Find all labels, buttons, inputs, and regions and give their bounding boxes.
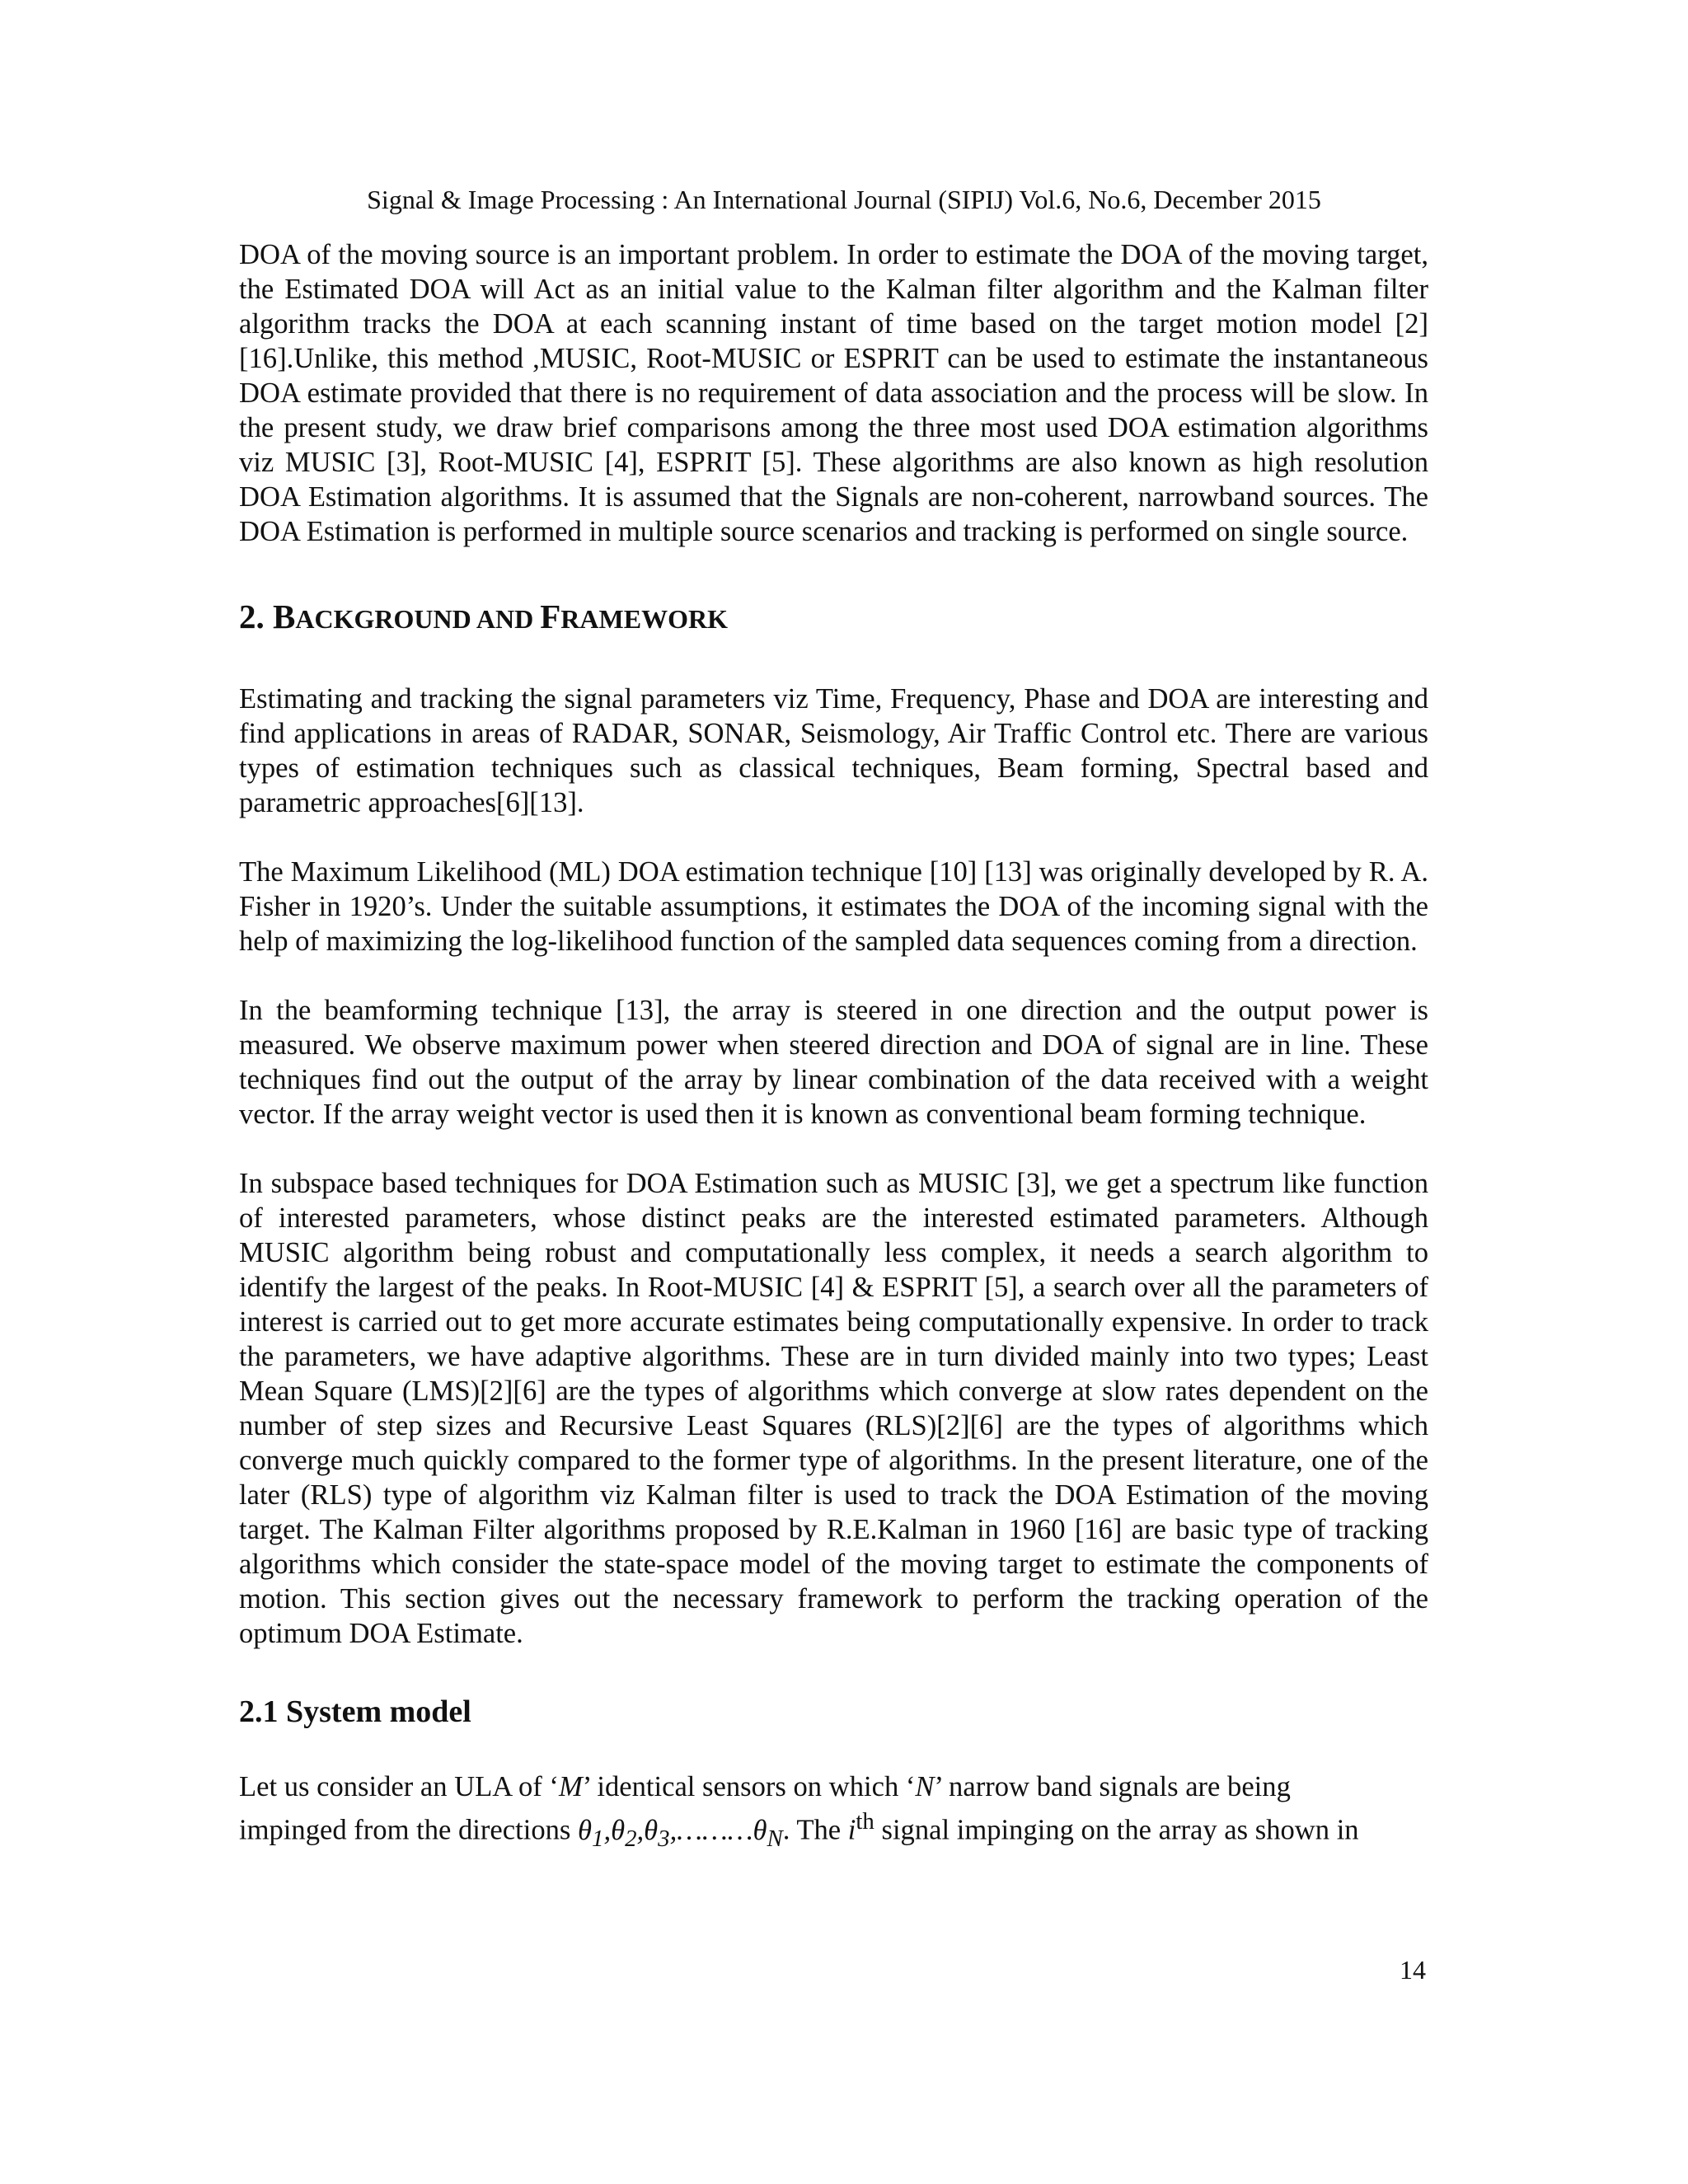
- section-2-heading: 2. BACKGROUND AND FRAMEWORK: [239, 598, 728, 635]
- page-number: 14: [1400, 1955, 1426, 1985]
- page-body: [239, 237, 1428, 1855]
- system-model-paragraph: Let us consider an ULA of ‘M’ identical sensors on which ‘N’ narrow band signals are being impinged from the directions $\theta_1,\theta_2,\theta_3,\dots\dots\dots\theta_N$. The $i^{th}$ signal impinging on the array as shown in: [239, 1771, 1359, 1852]
- running-header: Signal & Image Processing : An International Journal (SIPIJ) Vol.6, No.6, December 2015: [367, 185, 1321, 214]
- theta-list: $\theta_1,\theta_2,\theta_3,\dots\dots\dots\theta_N$: [578, 1814, 783, 1852]
- section-2-paragraph-2: The Maximum Likelihood (ML) DOA estimation technique [10] [13] was originally developed by R. A. Fisher in 1920’s. Under the suitable assumptions, it estimates the DOA of the incoming signal with the help of maximizing the log-likelihood function of the sampled data sequences coming from a direction.: [239, 856, 1428, 957]
- subsection-2-1-heading: 2.1 System model: [239, 1694, 471, 1729]
- section-2-paragraph-3: In the beamforming technique [13], the array is steered in one direction and the output power is measured. We observe maximum power when steered direction and DOA of signal are in line. These techniques find out the output of the array by linear combination of the data received with a weight vector. If the array weight vector is used then it is known as conventional beam forming technique.: [239, 995, 1428, 1130]
- intro-paragraph: DOA of the moving source is an important problem. In order to estimate the DOA of the moving target, the Estimated DOA will Act as an initial value to the Kalman filter algorithm and the Kalman filter algorithm tracks the DOA at each scanning instant of time based on the target motion model [2] [16].Unlike, this method ,MUSIC, Root-MUSIC or ESPRIT can be used to estimate the instantaneous DOA estimate provided that there is no requirement of data association and the process will be slow. In the present study, we draw brief comparisons among the three most used DOA estimation algorithms viz MUSIC [3], Root-MUSIC [4], ESPRIT [5]. These algorithms are also known as high resolution DOA Estimation algorithms. It is assumed that the Signals are non-coherent, narrowband sources. The DOA Estimation is performed in multiple source scenarios and tracking is performed on single source.: [239, 239, 1428, 547]
- section-2-paragraph-4: In subspace based techniques for DOA Estimation such as MUSIC [3], we get a spectrum like function of interested parameters, whose distinct peaks are the interested estimated parameters. Although MUSIC algorithm being robust and computationally less complex, it needs a search algorithm to identify the largest of the peaks. In Root-MUSIC [4] & ESPRIT [5], a search over all the parameters of interest is carried out to get more accurate estimates being computationally expensive. In order to track the parameters, we have adaptive algorithms. These are in turn divided mainly into two types; Least Mean Square (LMS)[2][6] are the types of algorithms which converge at slow rates dependent on the number of step sizes and Recursive Least Squares (RLS)[2][6] are the types of algorithms which converge much quickly compared to the former type of algorithms. In the present literature, one of the later (RLS) type of algorithm viz Kalman filter is used to track the DOA Estimation of the moving target. The Kalman Filter algorithms proposed by R.E.Kalman in 1960 [16] are basic type of tracking algorithms which consider the state-space model of the moving target to estimate the components of motion. This section gives out the necessary framework to perform the tracking operation of the optimum DOA Estimate.: [239, 1168, 1428, 1649]
- section-2-paragraph-1: Estimating and tracking the signal parameters viz Time, Frequency, Phase and DOA are interesting and find applications in areas of RADAR, SONAR, Seismology, Air Traffic Control etc. There are various types of estimation techniques such as classical techniques, Beam forming, Spectral based and parametric approaches[6][13].: [239, 683, 1428, 818]
